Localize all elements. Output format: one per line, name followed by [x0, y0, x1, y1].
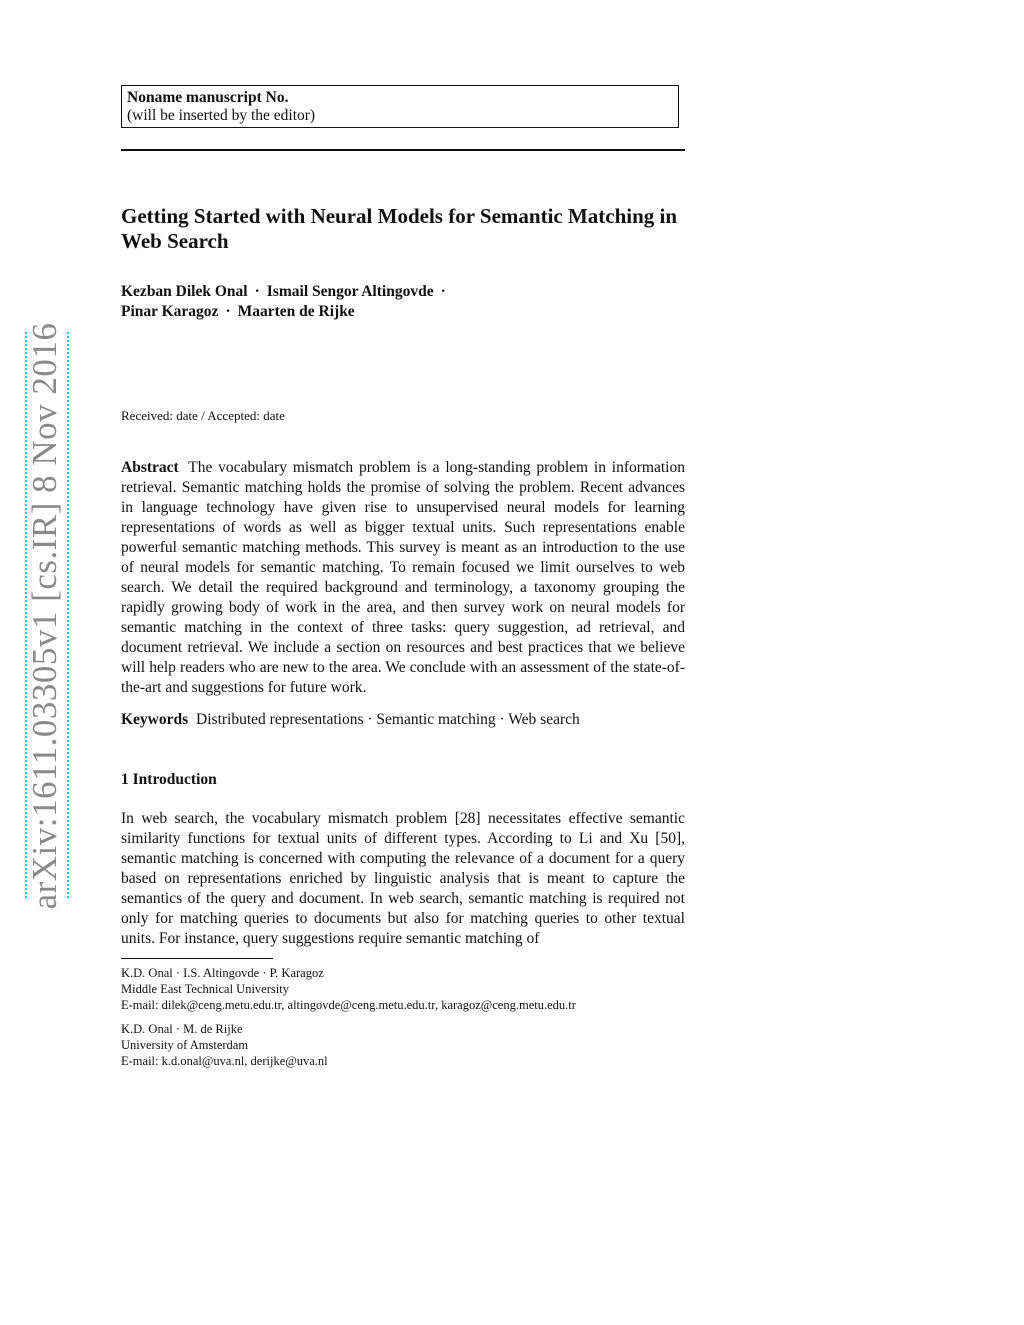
introduction-paragraph: In web search, the vocabulary mismatch problem [28] necessitates effective semantic similarity functions for textual units of different types. According to Li and Xu [50], semantic matching is concerned with computing the relevance of a document for a query based on representations enriched by linguistic analysis that is meant to capture the semantics of the query and document. In web search, semantic matching is required not only for matching queries to documents but also for matching queries to other textual units. For instance, query suggestions require semantic matching of — [121, 810, 685, 947]
author-name: Pinar Karagoz — [121, 303, 219, 320]
editor-note: (will be inserted by the editor) — [127, 107, 316, 124]
manuscript-header-box — [121, 85, 679, 128]
footnote-affiliation: Middle East Technical University — [121, 982, 289, 996]
keywords — [121, 710, 685, 730]
footnote-email: E-mail: k.d.onal@uva.nl, derijke@uva.nl — [121, 1054, 328, 1068]
author-separator: · — [225, 303, 231, 320]
author-separator: · — [254, 283, 260, 300]
arxiv-identifier: arXiv:1611.03305v1 [cs.IR] 8 Nov 2016 — [25, 322, 64, 910]
footnote-affiliation: University of Amsterdam — [121, 1038, 249, 1052]
author-list — [121, 282, 685, 322]
abstract-text: The vocabulary mismatch problem is a long-standing problem in information retrieval. Semantic matching holds the promise of solving the problem. Recent advances in language technology have given rise to unsupervised neural models for learning representations of words as well as bigger textual units. Such representations enable powerful semantic matching methods. This survey is meant as an introduction to the use of neural models for semantic matching. To remain focused we limit ourselves to web search. We detail the required background and terminology, a taxonomy grouping the rapidly growing body of work in the area, and then survey work on neural models for semantic matching in the context of three tasks: query suggestion, ad retrieval, and document retrieval. We include a section on resources and best practices that we believe will help readers who are new to the area. We conclude with an assessment of the state-of-the-art and suggestions for future work. — [121, 459, 685, 696]
manuscript-number-label: Noname manuscript No. — [127, 89, 289, 106]
footnote-email: E-mail: dilek@ceng.metu.edu.tr, altingovde@ceng.metu.edu.tr, karagoz@ceng.metu.edu.tr — [121, 998, 576, 1012]
author-separator: · — [440, 283, 446, 300]
footnote-authors: K.D. Onal · I.S. Altingovde · P. Karagoz — [121, 966, 324, 980]
section-heading-introduction: 1 Introduction — [121, 771, 217, 788]
author-name: Ismail Sengor Altingovde — [266, 283, 434, 300]
abstract — [121, 458, 685, 698]
paper-title: Getting Started with Neural Models for Semantic Matching in Web Search — [121, 204, 678, 253]
affiliation-footnote — [121, 1021, 685, 1069]
keywords-label: Keywords — [121, 711, 189, 728]
title-rule — [121, 149, 685, 151]
author-name: Kezban Dilek Onal — [121, 283, 248, 300]
keywords-text: Distributed representations · Semantic matching · Web search — [196, 711, 580, 728]
footnote-authors: K.D. Onal · M. de Rijke — [121, 1022, 243, 1036]
footnote-rule — [121, 958, 273, 959]
affiliation-footnote — [121, 965, 685, 1013]
author-name: Maarten de Rijke — [237, 303, 355, 320]
abstract-label: Abstract — [121, 459, 179, 476]
received-accepted-date: Received: date / Accepted: date — [121, 408, 285, 423]
